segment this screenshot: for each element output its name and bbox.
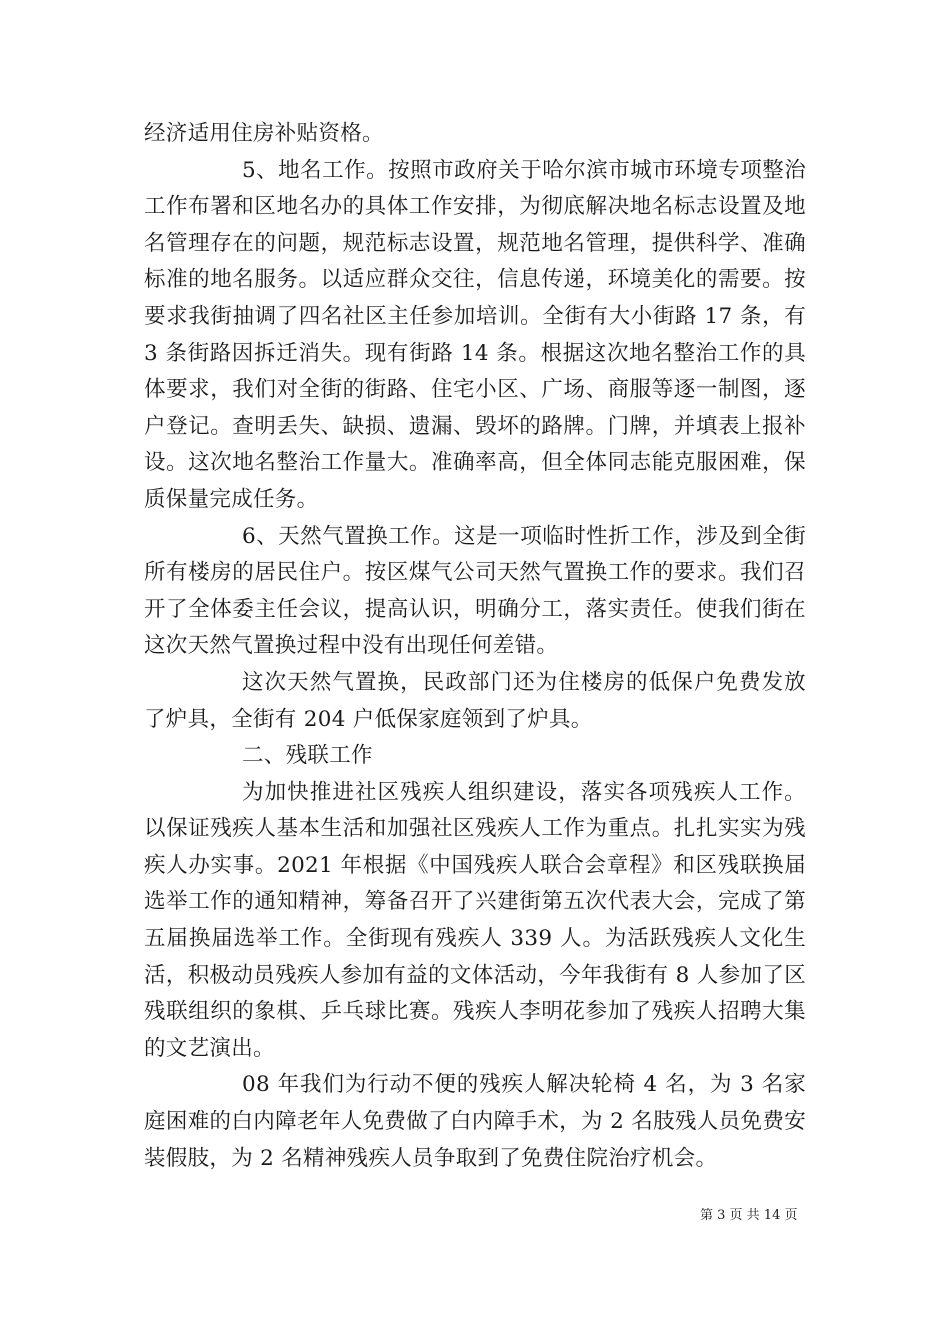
section-heading: 二、残联工作	[242, 743, 373, 769]
document-body	[144, 116, 806, 1177]
paragraph-6: 08 年我们为行动不便的残疾人解决轮椅 4 名，为 3 名家庭困难的白内障老年人免费做了白内障手术，为 2 名肢残人员免费安装假肢，为 2 名精神残疾人员争取到了免费住院治疗机会。	[144, 1072, 806, 1171]
paragraph-5: 为加快推进社区残疾人组织建设，落实各项残疾人工作。以保证残疾人基本生活和加强社区残疾人工作为重点。扎扎实实为残疾人办实事。2021 年根据《中国残疾人联合会章程》和区残联换届选举工作的通知精神，筹备召开了兴建街第五次代表大会，完成了第五届换届选举工作。全街现有残疾人 339 人。为活跃残疾人文化生活，积极动员残疾人参加有益的文体活动，今年我街有 8 人参加了区残联组织的象棋、乒乓球比赛。残疾人李明花参加了残疾人招聘大集的文艺演出。	[144, 779, 806, 1061]
paragraph-3: 6、天然气置换工作。这是一项临时性折工作，涉及到全街所有楼房的居民住户。按区煤气公司天然气置换工作的要求。我们召开了全体委主任会议，提高认识，明确分工，落实责任。使我们街在这次天然气置换过程中没有出现任何差错。	[144, 523, 806, 659]
paragraph-2: 5、地名工作。按照市政府关于哈尔滨市城市环境专项整治工作布署和区地名办的具体工作安排，为彻底解决地名标志设置及地名管理存在的问题，规范标志设置，规范地名管理，提供科学、准确标准的地名服务。以适应群众交往，信息传递，环境美化的需要。按要求我街抽调了四名社区主任参加培训。全街有大小街路 17 条，有 3 条街路因拆迁消失。现有街路 14 条。根据这次地名整治工作的具体要求，我们对全街的街路、住宅小区、广场、商服等逐一制图，逐户登记。查明丢失、缺损、遗漏、毁坏的路牌。门牌，并填表上报补设。这次地名整治工作量大。准确率高，但全体同志能克服困难，保质保量完成任务。	[144, 157, 806, 512]
paragraph-1: 经济适用住房补贴资格。	[144, 121, 384, 146]
paragraph-4: 这次天然气置换，民政部门还为住楼房的低保户免费发放了炉具，全街有 204 户低保家庭领到了炉具。	[144, 669, 806, 732]
page-number-footer: 第 3 页 共 14 页	[700, 1208, 798, 1223]
